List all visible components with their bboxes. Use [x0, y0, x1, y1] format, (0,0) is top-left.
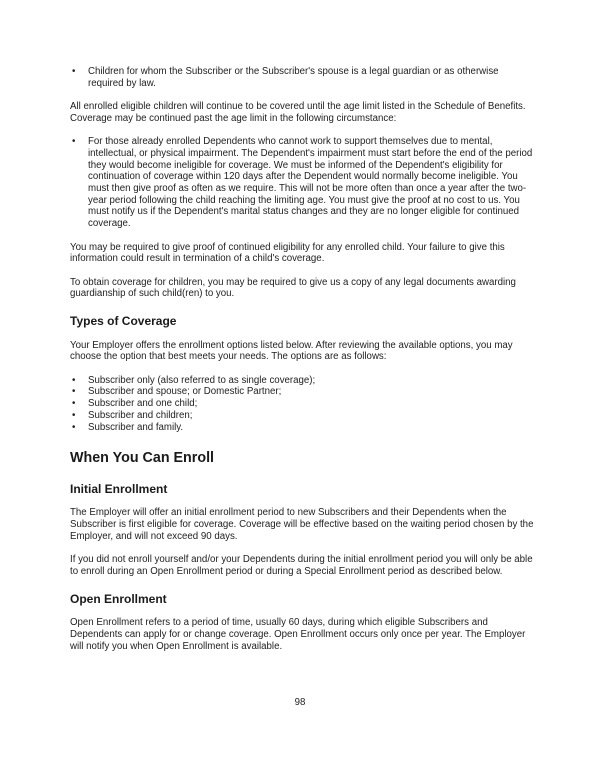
coverage-options-list — [70, 375, 534, 434]
coverage-option-item: • Subscriber and spouse; or Domestic Partner; — [70, 386, 534, 398]
types-of-coverage-heading: Types of Coverage — [70, 314, 177, 328]
coverage-option-item: • Subscriber and family. — [70, 422, 534, 434]
guardianship-paragraph: To obtain coverage for children, you may be required to give us a copy of any legal documents awarding guardianship of such child(ren) to you. — [70, 276, 516, 300]
types-intro-paragraph: Your Employer offers the enrollment options listed below. After reviewing the available options, you may choose the option that best meets your needs. The options are as follows: — [70, 339, 513, 363]
impairment-bullet-item: • For those already enrolled Dependents who cannot work to support themselves due to mental, intellectual, or physical impairment. The Dependent's impairment must start before the end of the period they would become ineligible for coverage. We must be informed of the Dependent's eligibility for continuation of coverage within 120 days after the Dependent would normally become ineligible. You must then give proof as often as we require. This will not be more often than once a year after the two-year period following the child reaching the limiting age. You must give the proof at no cost to us. You must notify us if the Dependent's marital status changes and they are no longer eligible for continued coverage. — [70, 136, 534, 230]
impairment-bullet-list — [70, 136, 534, 230]
when-you-can-enroll-heading: When You Can Enroll — [70, 450, 215, 467]
initial-enrollment-paragraph-1: The Employer will offer an initial enrollment period to new Subscribers and their Dependents when the Subscriber is first eligible for coverage. Coverage will be effective based on the waiting period chosen by the Employer, and will not exceed 90 days. — [70, 507, 534, 542]
age-limit-paragraph: All enrolled eligible children will continue to be covered until the age limit listed in the Schedule of Benefits. Coverage may be continued past the age limit in the following circumstance: — [70, 101, 526, 124]
guardian-bullet-list — [70, 66, 534, 89]
open-enrollment-heading: Open Enrollment — [70, 591, 167, 606]
open-enrollment-paragraph: Open Enrollment refers to a period of time, usually 60 days, during which eligible Subscribers and Dependents can apply for or change coverage. Open Enrollment occurs only once per year. The Employer will notify you when Open Enrollment is available. — [70, 617, 526, 652]
initial-enrollment-paragraph-2: If you did not enroll yourself and/or your Dependents during the initial enrollment period you will only be able to enroll during an Open Enrollment period or during a Special Enrollment period as described below. — [70, 554, 533, 577]
proof-paragraph: You may be required to give proof of continued eligibility for any enrolled child. Your failure to give this information could result in termination of a child's coverage. — [70, 241, 505, 265]
coverage-option-item: • Subscriber and children; — [70, 410, 534, 422]
page-number: 98 — [294, 697, 306, 708]
initial-enrollment-heading: Initial Enrollment — [70, 481, 168, 496]
coverage-option-item: • Subscriber and one child; — [70, 398, 534, 410]
guardian-bullet-item: • Children for whom the Subscriber or the Subscriber's spouse is a legal guardian or as otherwise required by law. — [70, 66, 534, 89]
coverage-option-item: • Subscriber only (also referred to as single coverage); — [70, 375, 534, 387]
